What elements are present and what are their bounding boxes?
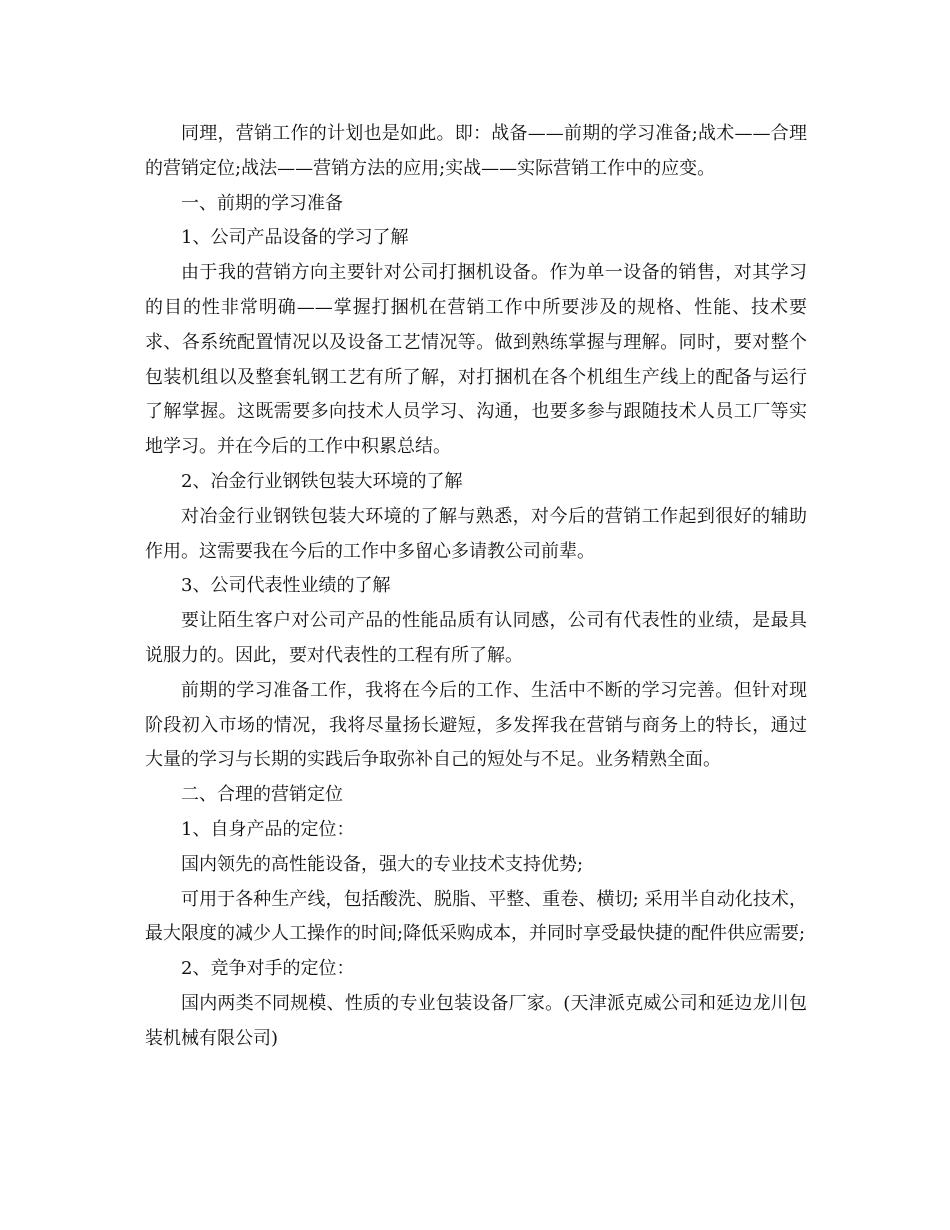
- paragraph-representative-performance: 要让陌生客户对公司产品的性能品质有认同感，公司有代表性的业绩，是最具说服力的。因此，要对代表性的工程有所了解。: [145, 610, 807, 666]
- subheading-2-2: 2、竞争对手的定位：: [181, 958, 355, 980]
- paragraph-competitors: 国内两类不同规模、性质的专业包装设备厂家。(天津派克威公司和延边龙川包装机械有限公司): [145, 992, 807, 1049]
- paragraph-product-study: 由于我的营销方向主要针对公司打捆机设备。作为单一设备的销售，对其学习的目的性非常明确——掌握打捆机在营销工作中所要涉及的规格、性能、技术要求、各系统配置情况以及设备工艺情况等。做到熟练掌握与理解。同时，要对整个包装机组以及整套轧钢工艺有所了解，对打捆机在各个机组生产线上的配备与运行了解掌握。这既需要多向技术人员学习、沟通，也要多参与跟随技术人员工厂等实地学习。并在今后的工作中积累总结。: [145, 262, 807, 458]
- subheading-1-1: 1、公司产品设备的学习了解: [181, 227, 409, 249]
- heading-section-1: 一、前期的学习准备: [181, 192, 343, 214]
- paragraph-product-applications: 可用于各种生产线，包括酸洗、脱脂、平整、重卷、横切; 采用半自动化技术，最大限度的减少人工操作的时间;降低采购成本，并同时享受最快捷的配件供应需要;: [145, 888, 807, 945]
- paragraph-preparation-summary: 前期的学习准备工作，我将在今后的工作、生活中不断的学习完善。但针对现阶段初入市场的情况，我将尽量扬长避短，多发挥我在营销与商务上的特长，通过大量的学习与长期的实践后争取弥补自己的短处与不足。业务精熟全面。: [145, 679, 807, 771]
- subheading-1-2: 2、冶金行业钢铁包装大环境的了解: [181, 470, 463, 492]
- heading-section-2: 二、合理的营销定位: [181, 784, 343, 806]
- paragraph-intro: 同理，营销工作的计划也是如此。即：战备——前期的学习准备;战术——合理的营销定位;战法——营销方法的应用;实战——实际营销工作中的应变。: [145, 123, 807, 179]
- document-body: [145, 117, 807, 1057]
- subheading-2-1: 1、自身产品的定位：: [181, 818, 355, 840]
- subheading-1-3: 3、公司代表性业绩的了解: [181, 575, 391, 597]
- paragraph-product-positioning: 国内领先的高性能设备，强大的专业技术支持优势;: [181, 853, 584, 875]
- paragraph-industry-environment: 对冶金行业钢铁包装大环境的了解与熟悉，对今后的营销工作起到很好的辅助作用。这需要我在今后的工作中多留心多请教公司前辈。: [145, 505, 807, 562]
